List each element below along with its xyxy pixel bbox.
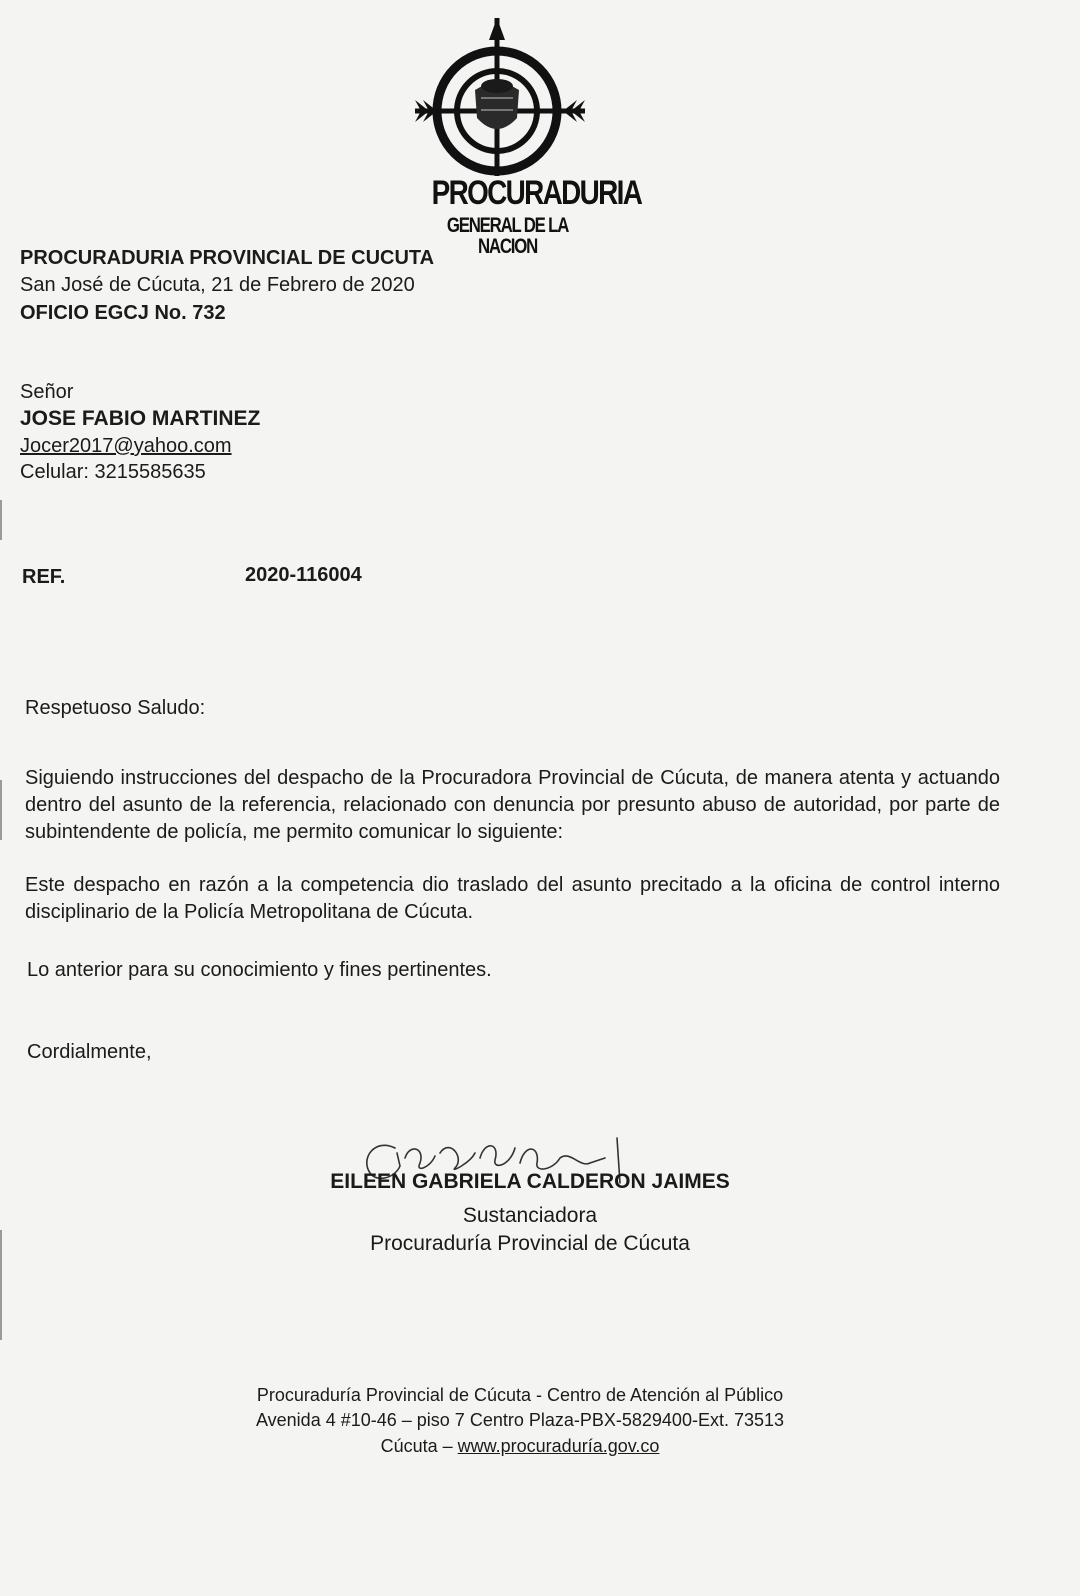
place-date: San José de Cúcuta, 21 de Febrero de 2020 (20, 274, 415, 296)
signatory-office: Procuraduría Provincial de Cúcuta (370, 1232, 690, 1255)
scan-edge-mark (0, 1230, 2, 1340)
footer-city: Cúcuta – (380, 1436, 453, 1456)
body-paragraph-2: Este despacho en razón a la competencia dio traslado del asunto precitado a la oficina de control interno disciplinario de la Policía Metropolitana de Cúcuta. (25, 874, 1000, 923)
footer-line-3 (200, 1434, 840, 1459)
recipient-salutation: Señor (20, 381, 74, 403)
body-paragraph-1: Siguiendo instrucciones del despacho de la Procuradora Provincial de Cúcuta, de manera atenta y actuando dentro del asunto de la referencia, relacionado con denuncia por presunto abuso de autoridad, por parte de subintendente de policía, me permito comunicar lo siguiente: (25, 767, 1000, 843)
procuraduria-logo (415, 18, 642, 258)
greeting: Respetuoso Saludo: (25, 697, 206, 719)
reference-label: REF. (22, 566, 66, 588)
recipient-phone: Celular: 3215585635 (20, 461, 206, 483)
footer-line-1: Procuraduría Provincial de Cúcuta - Centro de Atención al Público (256, 1385, 784, 1405)
signatory-name: EILEEN GABRIELA CALDERON JAIMES (330, 1170, 730, 1193)
recipient-name: JOSE FABIO MARTINEZ (20, 407, 261, 430)
scan-edge-mark (0, 780, 2, 840)
office-heading: PROCURADURIA PROVINCIAL DE CUCUTA (20, 247, 435, 269)
reference-value: 2020-116004 (245, 564, 362, 586)
body-paragraph-3: Lo anterior para su conocimiento y fines pertinentes. (27, 959, 492, 981)
footer-line-2: Avenida 4 #10-46 – piso 7 Centro Plaza-PBX-5829400-Ext. 73513 (255, 1410, 785, 1430)
recipient-email-link[interactable]: Jocer2017@yahoo.com (20, 435, 232, 457)
signatory-role: Sustanciadora (462, 1204, 598, 1227)
logo-subtitle: GENERAL DE LA NACION (446, 214, 569, 258)
scan-edge-mark (0, 500, 2, 540)
closing: Cordialmente, (27, 1041, 152, 1063)
footer-website-link[interactable]: www.procuraduría.gov.co (457, 1436, 660, 1456)
logo-title: PROCURADURIA (431, 174, 642, 212)
oficio-number: OFICIO EGCJ No. 732 (20, 302, 226, 324)
procuraduria-seal-icon (415, 18, 600, 178)
